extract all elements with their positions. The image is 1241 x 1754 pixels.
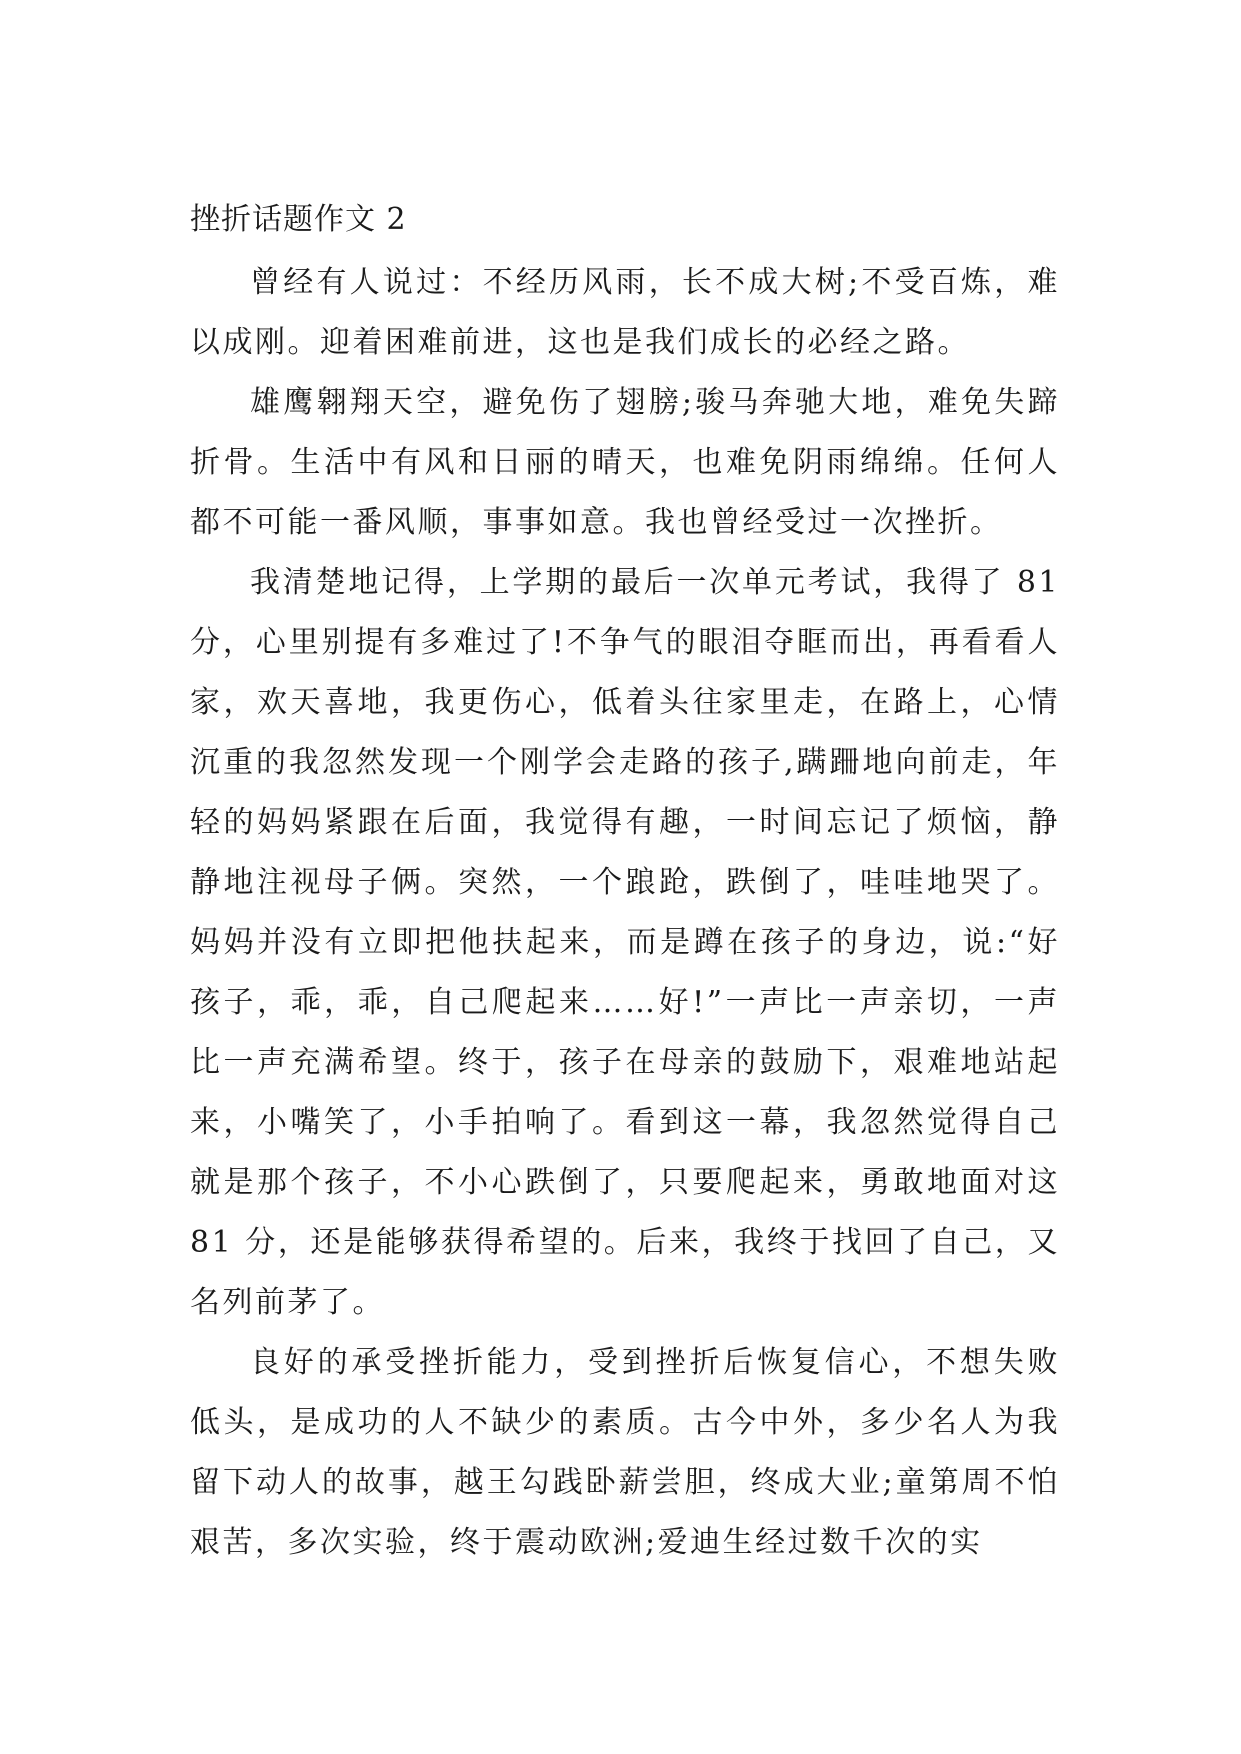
paragraph-4: 良好的承受挫折能力，受到挫折后恢复信心，不想失败低头，是成功的人不缺少的素质。古今中外，多少名人为我留下动人的故事，越王勾践卧薪尝胆，终成大业;童第周不怕艰苦，多次实验，终于震动欧洲;爱迪生经过数千次的实 [190, 1345, 1060, 1560]
document-title: 挫折话题作文 2 [190, 202, 407, 237]
paragraph-3: 我清楚地记得，上学期的最后一次单元考试，我得了 81 分，心里别提有多难过了!不争气的眼泪夺眶而出，再看看人家，欢天喜地，我更伤心，低着头往家里走，在路上，心情沉重的我忽然发现一个刚学会走路的孩子,蹒跚地向前走，年轻的妈妈紧跟在后面，我觉得有趣，一时间忘记了烦恼，静静地注视母子俩。突然，一个踉跄，跌倒了，哇哇地哭了。妈妈并没有立即把他扶起来，而是蹲在孩子的身边，说:“好孩子，乖，乖，自己爬起来……好!”一声比一声亲切，一声比一声充满希望。终于，孩子在母亲的鼓励下，艰难地站起来，小嘴笑了，小手拍响了。看到这一幕，我忽然觉得自己就是那个孩子，不小心跌倒了，只要爬起来，勇敢地面对这 81 分，还是能够获得希望的。后来，我终于找回了自己，又名列前茅了。 [190, 565, 1060, 1320]
paragraph-2: 雄鹰翱翔天空，避免伤了翅膀;骏马奔驰大地，难免失蹄折骨。生活中有风和日丽的晴天，也难免阴雨绵绵。任何人都不可能一番风顺，事事如意。我也曾经受过一次挫折。 [190, 385, 1060, 540]
document-body [190, 200, 1060, 1573]
paragraph-1: 曾经有人说过：不经历风雨，长不成大树;不受百炼，难以成刚。迎着困难前进，这也是我们成长的必经之路。 [190, 265, 1060, 360]
